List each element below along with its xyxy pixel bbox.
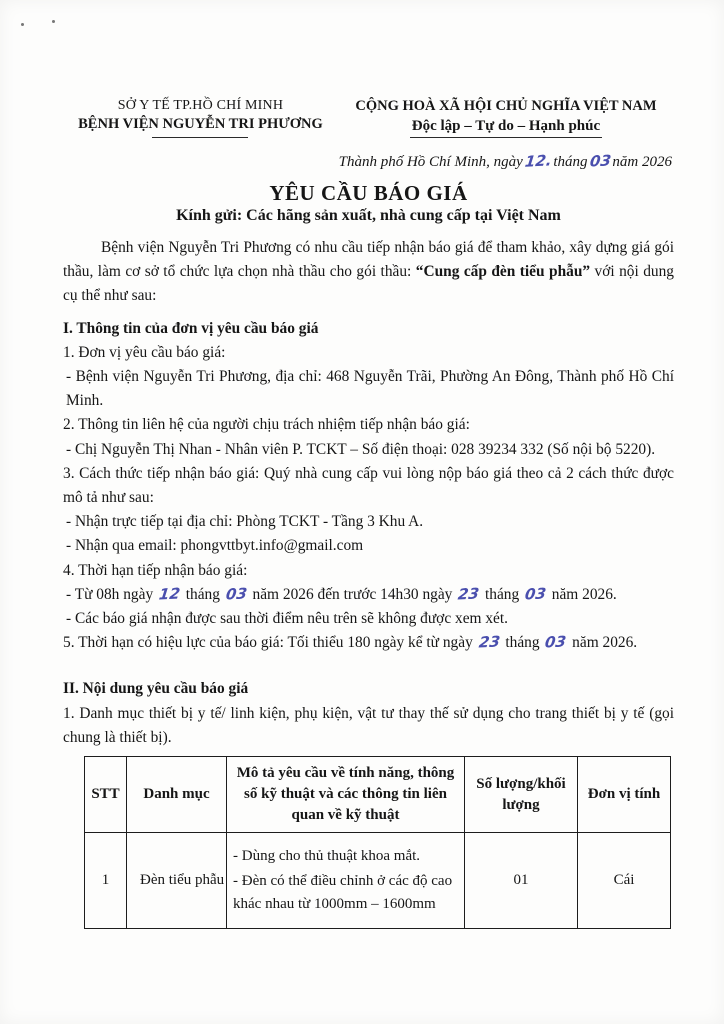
handwritten-day: 23 bbox=[477, 632, 501, 652]
table-row bbox=[85, 833, 671, 929]
national-motto: Độc lập – Tự do – Hạnh phúc bbox=[410, 118, 602, 138]
intro-paragraph bbox=[63, 236, 674, 309]
national-title: CỘNG HOÀ XÃ HỘI CHỦ NGHĨA VIỆT NAM bbox=[355, 98, 657, 114]
handwritten-month: 03 bbox=[544, 632, 568, 652]
s1-text: năm 2026. bbox=[572, 634, 638, 652]
s1-item-3: 3. Cách thức tiếp nhận báo giá: Quý nhà cung cấp vui lòng nộp báo giá theo cả 2 cách thức được mô tả như sau: bbox=[63, 464, 674, 507]
section-2 bbox=[63, 677, 674, 750]
handwritten-day: 12 bbox=[157, 584, 182, 604]
col-header-don-vi: Đơn vị tính bbox=[578, 757, 671, 833]
s1-text: năm 2026. bbox=[551, 585, 617, 603]
handwritten-month: 03 bbox=[588, 151, 612, 171]
section-1 bbox=[63, 317, 674, 656]
s1-text: tháng bbox=[505, 634, 540, 652]
s1-item-4: 4. Thời hạn tiếp nhận báo giá: bbox=[63, 561, 248, 579]
spec-line: - Dùng cho thủ thuật khoa mắt. bbox=[233, 848, 421, 865]
col-header-stt: STT bbox=[85, 757, 127, 833]
section-2-heading: II. Nội dung yêu cầu báo giá bbox=[63, 680, 249, 698]
col-header-so-luong: Số lượng/khối lượng bbox=[465, 757, 578, 833]
issuer-block bbox=[63, 98, 338, 138]
s1-item-2a: - Chị Nguyễn Thị Nhan - Nhân viên P. TCKT – Số điện thoại: 028 39234 332 (Số nội bộ 5220). bbox=[66, 440, 656, 458]
s1-item-1a: - Bệnh viện Nguyễn Tri Phương, địa chỉ: 468 Nguyễn Trãi, Phường An Đông, Thành phố Hồ Chí Minh. bbox=[66, 368, 674, 410]
document-recipient: Kính gửi: Các hãng sản xuất, nhà cung cấp tại Việt Nam bbox=[176, 207, 561, 224]
issuer-hospital: BỆNH VIỆN NGUYỄN TRI PHƯƠNG bbox=[78, 116, 323, 132]
s1-item-4a bbox=[63, 583, 674, 607]
cell-mo-ta bbox=[227, 833, 465, 929]
s1-item-2: 2. Thông tin liên hệ của người chịu trách nhiệm tiếp nhận báo giá: bbox=[63, 416, 470, 434]
issuer-underline bbox=[152, 137, 248, 138]
s2-item-1: 1. Danh mục thiết bị y tế/ linh kiện, phụ kiện, vật tư thay thế sử dụng cho trang thiết bị y tế (gọi chung là thiết bị). bbox=[63, 704, 674, 746]
national-motto-block bbox=[338, 98, 674, 138]
dateline-text: tháng bbox=[553, 154, 588, 170]
s1-item-1: 1. Đơn vị yêu cầu báo giá: bbox=[63, 343, 226, 361]
equipment-table bbox=[84, 756, 671, 929]
spec-line: - Đèn có thể điều chỉnh ở các độ cao khác nhau từ 1000mm – 1600mm bbox=[233, 873, 453, 913]
scan-artifact bbox=[52, 20, 55, 23]
section-1-heading: I. Thông tin của đơn vị yêu cầu báo giá bbox=[63, 319, 319, 337]
cell-stt: 1 bbox=[85, 833, 127, 929]
dateline-text: năm 2026 bbox=[612, 154, 672, 170]
s1-item-4b: - Các báo giá nhận được sau thời điểm nêu trên sẽ không được xem xét. bbox=[66, 610, 508, 628]
s1-text: - Từ 08h ngày bbox=[66, 585, 154, 603]
s1-item-3b: - Nhận qua email: phongvttbyt.info@gmail.com bbox=[66, 537, 364, 555]
handwritten-month: 03 bbox=[224, 584, 248, 604]
cell-danh-muc: Đèn tiểu phẫu bbox=[127, 833, 227, 929]
intro-text: với nội dung cụ thể như sau: bbox=[63, 263, 674, 305]
scan-artifact bbox=[21, 23, 24, 26]
handwritten-month: 03 bbox=[523, 584, 548, 604]
dateline bbox=[63, 151, 674, 171]
handwritten-day: 23 bbox=[457, 584, 481, 604]
cell-so-luong: 01 bbox=[465, 833, 578, 929]
s1-text: tháng bbox=[484, 585, 520, 603]
col-header-danh-muc: Danh mục bbox=[127, 757, 227, 833]
dateline-text: Thành phố Hồ Chí Minh, ngày bbox=[338, 154, 523, 170]
s1-text: năm 2026 đến trước 14h30 ngày bbox=[252, 585, 453, 603]
s1-text: tháng bbox=[185, 585, 220, 603]
package-name: “Cung cấp đèn tiểu phẫu” bbox=[415, 263, 591, 281]
s1-item-3a: - Nhận trực tiếp tại địa chỉ: Phòng TCKT - Tầng 3 Khu A. bbox=[66, 513, 424, 531]
cell-don-vi: Cái bbox=[578, 833, 671, 929]
col-header-mo-ta: Mô tả yêu cầu về tính năng, thông số kỹ thuật và các thông tin liên quan về kỹ thuật bbox=[227, 757, 465, 833]
s1-text: 5. Thời hạn có hiệu lực của báo giá: Tối thiểu 180 ngày kể từ ngày bbox=[63, 634, 473, 652]
table-header-row bbox=[85, 757, 671, 833]
document-title: YÊU CẦU BÁO GIÁ bbox=[269, 181, 468, 205]
s1-item-5 bbox=[63, 631, 674, 655]
document-header bbox=[63, 98, 674, 138]
issuer-department: SỞ Y TẾ TP.HỒ CHÍ MINH bbox=[117, 98, 284, 113]
intro-text: Bệnh viện Nguyễn Tri Phương có nhu cầu tiếp nhận báo giá để tham khảo, xây dựng giá gói thầu, làm cơ sở tổ chức lựa chọn nhà thầu cho gói thầu: bbox=[63, 239, 674, 281]
handwritten-day: 12. bbox=[523, 151, 553, 171]
